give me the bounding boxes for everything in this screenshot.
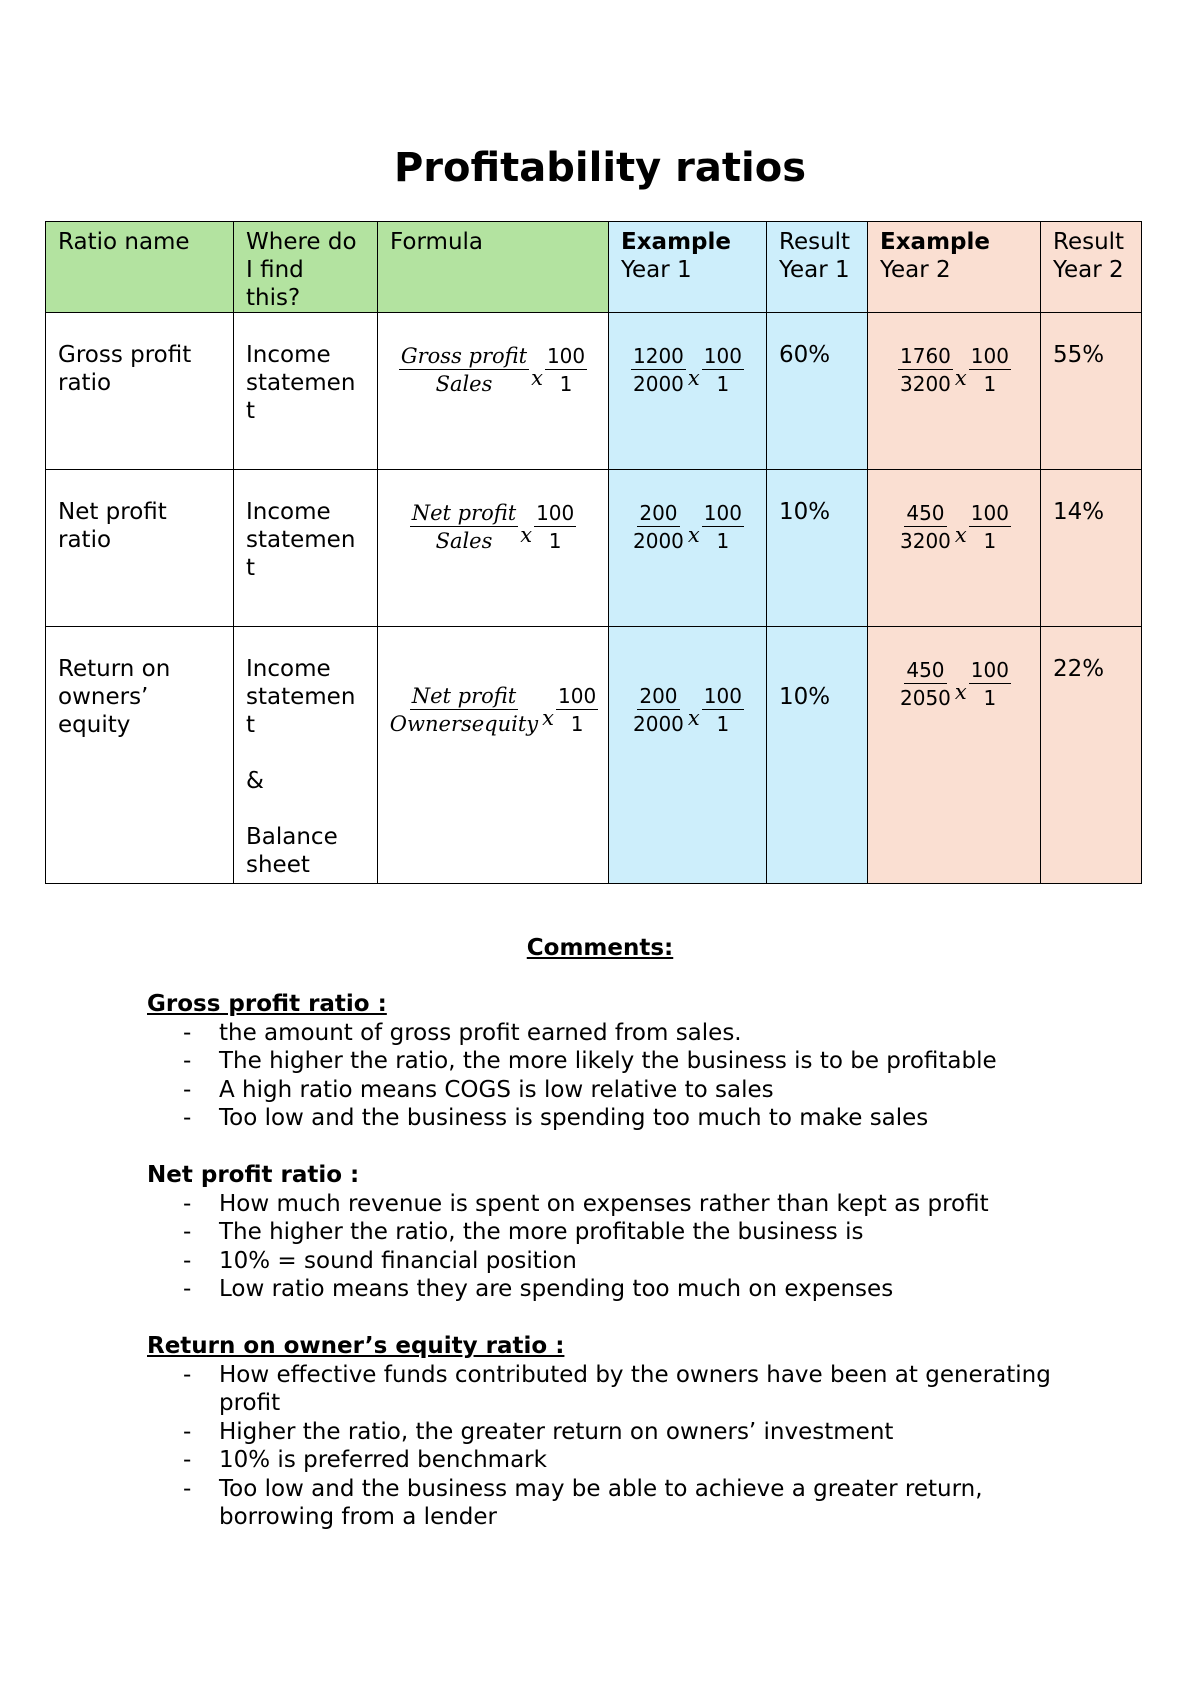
example-year2-cell: $\frac{450}{3200}$ x $\frac{100}{1}$ [868,470,1041,627]
header-example-year1: Example Year 1 [609,222,767,313]
page-title: Profitability ratios [393,145,806,191]
table-row [46,470,1142,627]
header-where: Where do I find this? [234,222,378,313]
header-formula: Formula [378,222,609,313]
comment-section-net-profit [147,1161,1107,1304]
where-cell: Income statemen t & Balance sheet [234,627,378,884]
header-example-year2: Example Year 2 [868,222,1041,313]
where-cell: Income statemen t [234,470,378,627]
ratios-table [45,221,1142,884]
section-title: Gross profit ratio : [147,991,387,1017]
example-year2-cell: $\frac{1760}{3200}$ x $\frac{100}{1}$ [868,313,1041,470]
list-item: - How effective funds contributed by the owners have been at generating profit [183,1361,1051,1416]
comment-section-return-on-equity [147,1332,1107,1532]
section-title: Return on owner’s equity ratio : [147,1333,565,1359]
header-result-year1: Result Year 1 [767,222,868,313]
section-title: Net profit ratio : [147,1162,360,1188]
result-year2-cell: 22% [1041,627,1142,884]
list-item: - A high ratio means COGS is low relative to sales [183,1076,774,1103]
list-item: - Low ratio means they are spending too much on expenses [183,1276,894,1302]
ratio-name-cell: Gross profit ratio [46,313,234,470]
formula-cell: $\frac{\text{Net profit}}{\text{Sales}}$ x $\frac{100}{1}$ [378,470,609,627]
list-item: - Too low and the business is spending too much to make sales [183,1105,929,1131]
comments-heading: Comments: [526,935,674,961]
result-year1-cell: 10% [767,627,868,884]
list-item: - Too low and the business may be able to achieve a greater return, borrowing from a lender [183,1475,983,1530]
table-header-row [46,222,1142,313]
list-item: - Higher the ratio, the greater return on owners’ investment [183,1418,894,1445]
ratio-name-cell: Return on owners’ equity [46,627,234,884]
header-ratio-name: Ratio name [46,222,234,313]
formula-cell: $\frac{\text{Net profit}}{\text{Ownersequity}}$ x $\frac{100}{1}$ [378,627,609,884]
result-year2-cell: 14% [1041,470,1142,627]
example-year1-cell: $\frac{1200}{2000}$ x $\frac{100}{1}$ [609,313,767,470]
example-year2-cell: $\frac{450}{2050}$ x $\frac{100}{1}$ [868,627,1041,884]
example-year1-cell: $\frac{200}{2000}$ x $\frac{100}{1}$ [609,470,767,627]
comment-section-gross-profit [147,990,1107,1133]
list-item: - 10% is preferred benchmark [183,1447,547,1473]
where-cell: Income statemen t [234,313,378,470]
list-item: - The higher the ratio, the more profitable the business is [183,1219,864,1245]
list-item: - How much revenue is spent on expenses rather than kept as profit [183,1190,989,1217]
table-row [46,313,1142,470]
result-year2-cell: 55% [1041,313,1142,470]
header-result-year2: Result Year 2 [1041,222,1142,313]
list-item: - The higher the ratio, the more likely the business is to be profitable [183,1048,997,1074]
result-year1-cell: 10% [767,470,868,627]
ratio-name-cell: Net profit ratio [46,470,234,627]
example-year1-cell: $\frac{200}{2000}$ x $\frac{100}{1}$ [609,627,767,884]
formula-cell: $\frac{\text{Gross profit}}{\text{Sales}}$ x $\frac{100}{1}$ [378,313,609,470]
list-item: - the amount of gross profit earned from sales. [183,1019,742,1046]
comments-body [147,990,1107,1560]
table-row [46,627,1142,884]
list-item: - 10% = sound financial position [183,1247,577,1274]
result-year1-cell: 60% [767,313,868,470]
